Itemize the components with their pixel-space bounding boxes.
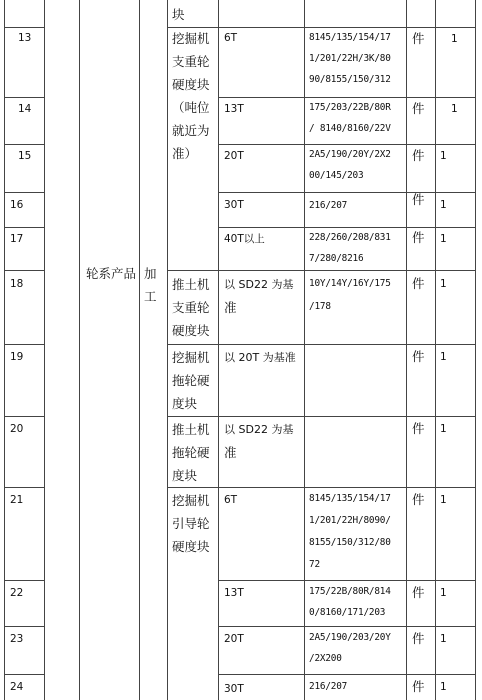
row-number: 14 [18,103,32,115]
grid-line [44,0,45,700]
grid-line [4,344,45,345]
row-number: 21 [10,494,24,506]
continued-cell-fragment: 块 [172,7,185,22]
grid-line [406,0,407,700]
grid-line [4,674,45,675]
spec-cell: 40T以上 [224,233,265,245]
model-line: 00/145/203 [309,170,364,181]
unit-cell: 件 [412,230,425,245]
spec-cell: 6T [224,32,238,44]
qty-cell: 1 [440,233,447,245]
unit-cell: 件 [412,421,425,436]
spec-line: 以 SD22 为基 [224,278,294,291]
row-number: 18 [10,278,24,290]
model-line: 2A5/190/20Y/2X2 [309,149,391,160]
spec-cell: 6T [224,494,238,506]
model-line: 175/22B/80R/814 [309,586,391,597]
unit-cell: 件 [412,31,425,46]
unit-cell: 件 [412,349,425,364]
unit-cell: 件 [412,276,425,291]
spec-line: 准 [224,445,237,460]
grid-line [139,0,140,700]
spec-cell: 20T [224,150,244,162]
row-number: 15 [18,150,32,162]
qty-cell: 1 [440,351,447,363]
grid-line [167,487,219,488]
row-number: 13 [18,32,32,44]
qty-cell: 1 [440,423,447,435]
grid-line [167,0,168,700]
grid-line [4,416,45,417]
model-line: 228/260/208/831 [309,232,391,243]
grid-line [4,227,45,228]
row-number: 20 [10,423,24,435]
grid-line [4,626,45,627]
model-line: 0/8160/171/203 [309,607,386,618]
row-number: 19 [10,351,24,363]
model-line: /2X200 [309,653,342,664]
qty-cell: 1 [440,587,447,599]
spec-cell: 30T [224,683,244,695]
qty-cell: 1 [440,633,447,645]
model-line: 8145/135/154/17 [309,32,391,43]
grid-line [218,344,476,345]
qty-cell: 1 [440,278,447,290]
grid-line [304,0,305,700]
unit-cell: 件 [412,148,425,163]
grid-line [218,674,476,675]
grid-line [218,270,476,271]
grid-line [218,416,476,417]
row-number: 22 [10,587,24,599]
qty-cell: 1 [451,33,458,45]
unit-cell: 件 [412,585,425,600]
unit-cell: 件 [412,192,425,207]
spec-cell: 20T [224,633,244,645]
spec-line: 以 20T 为基准 [224,351,296,364]
model-line: 10Y/14Y/16Y/175 [309,278,391,289]
qty-cell: 1 [440,681,447,693]
model-line: 216/207 [309,200,348,211]
model-line: 7/280/8216 [309,253,364,264]
qty-cell: 1 [440,199,447,211]
grid-line [4,0,5,700]
grid-line [4,580,45,581]
row-number: 16 [10,199,24,211]
spec-cell: 13T [224,587,244,599]
grid-line [167,416,219,417]
model-line: 1/201/22H/3K/80 [309,53,391,64]
spec-cell: 13T [224,103,244,115]
model-line: / 8140/8160/22V [309,123,391,134]
spec-line: 以 SD22 为基 [224,423,294,436]
model-line: 90/8155/150/312 [309,74,391,85]
model-line: 216/207 [309,681,348,692]
grid-line [4,97,45,98]
model-line: 8155/150/312/80 [309,537,391,548]
spec-cell: 30T [224,199,244,211]
unit-cell: 件 [412,101,425,116]
grid-line [435,0,436,700]
grid-line [475,0,476,700]
unit-cell: 件 [412,631,425,646]
grid-line [4,487,45,488]
process-cell: 加工 [144,266,157,304]
grid-line [218,0,219,700]
model-line: /178 [309,301,331,312]
category-cell: 轮系产品 [86,266,137,281]
grid-line [4,144,45,145]
model-line: 1/201/22H/8090/ [309,515,391,526]
grid-line [4,192,45,193]
grid-line [79,0,80,700]
qty-cell: 1 [440,494,447,506]
qty-cell: 1 [451,103,458,115]
unit-cell: 件 [412,679,425,694]
row-number: 23 [10,633,24,645]
unit-cell: 件 [412,492,425,507]
model-line: 72 [309,559,320,570]
row-number: 24 [10,681,24,693]
model-line: 175/203/22B/80R [309,102,391,113]
grid-line [218,192,476,193]
grid-line [167,270,219,271]
model-line: 2A5/190/203/20Y [309,632,391,643]
qty-cell: 1 [440,150,447,162]
spec-table: 块 轮系产品 加工 挖掘机 支重轮 硬度块 （吨位 就近为 准） 推土机 支重轮 硬度块 挖掘机 拖轮硬 度块 推土机 拖轮硬 度块 挖掘机 引导轮 硬度块 13 6T 8145/135/154/17 1/201/22H/3K/80 90/8155/150/312 件 1 14 13T 175/203/22B/80R / 8140/8160/22V 件 1 15 20T 2A5/190/20Y/2X2 00/145/203 件 1 16 30T 216/207 件 1 17 40T以上 228/260/208/831 7/280/8216 件 1 18 以 SD22 为基 准 10Y/14Y/16Y/175 /178 件 1 19 以 20T 为基准 件 1 20 以 SD22 为基 准 件 1 21 6T 8145/135/154/17 1/201/22H/8090/ 8155/150/312/80 72 件 1 22 13T 175/22B/80R/814 0/8160/171/203 件 1 23 20T 2A5/190/203/20Y /2X200 件 1 24 30T 216/207 件 1 [0,0,482,700]
grid-line [167,344,219,345]
row-number: 17 [10,233,24,245]
grid-line [4,270,45,271]
spec-line: 准 [224,300,237,315]
model-line: 8145/135/154/17 [309,493,391,504]
